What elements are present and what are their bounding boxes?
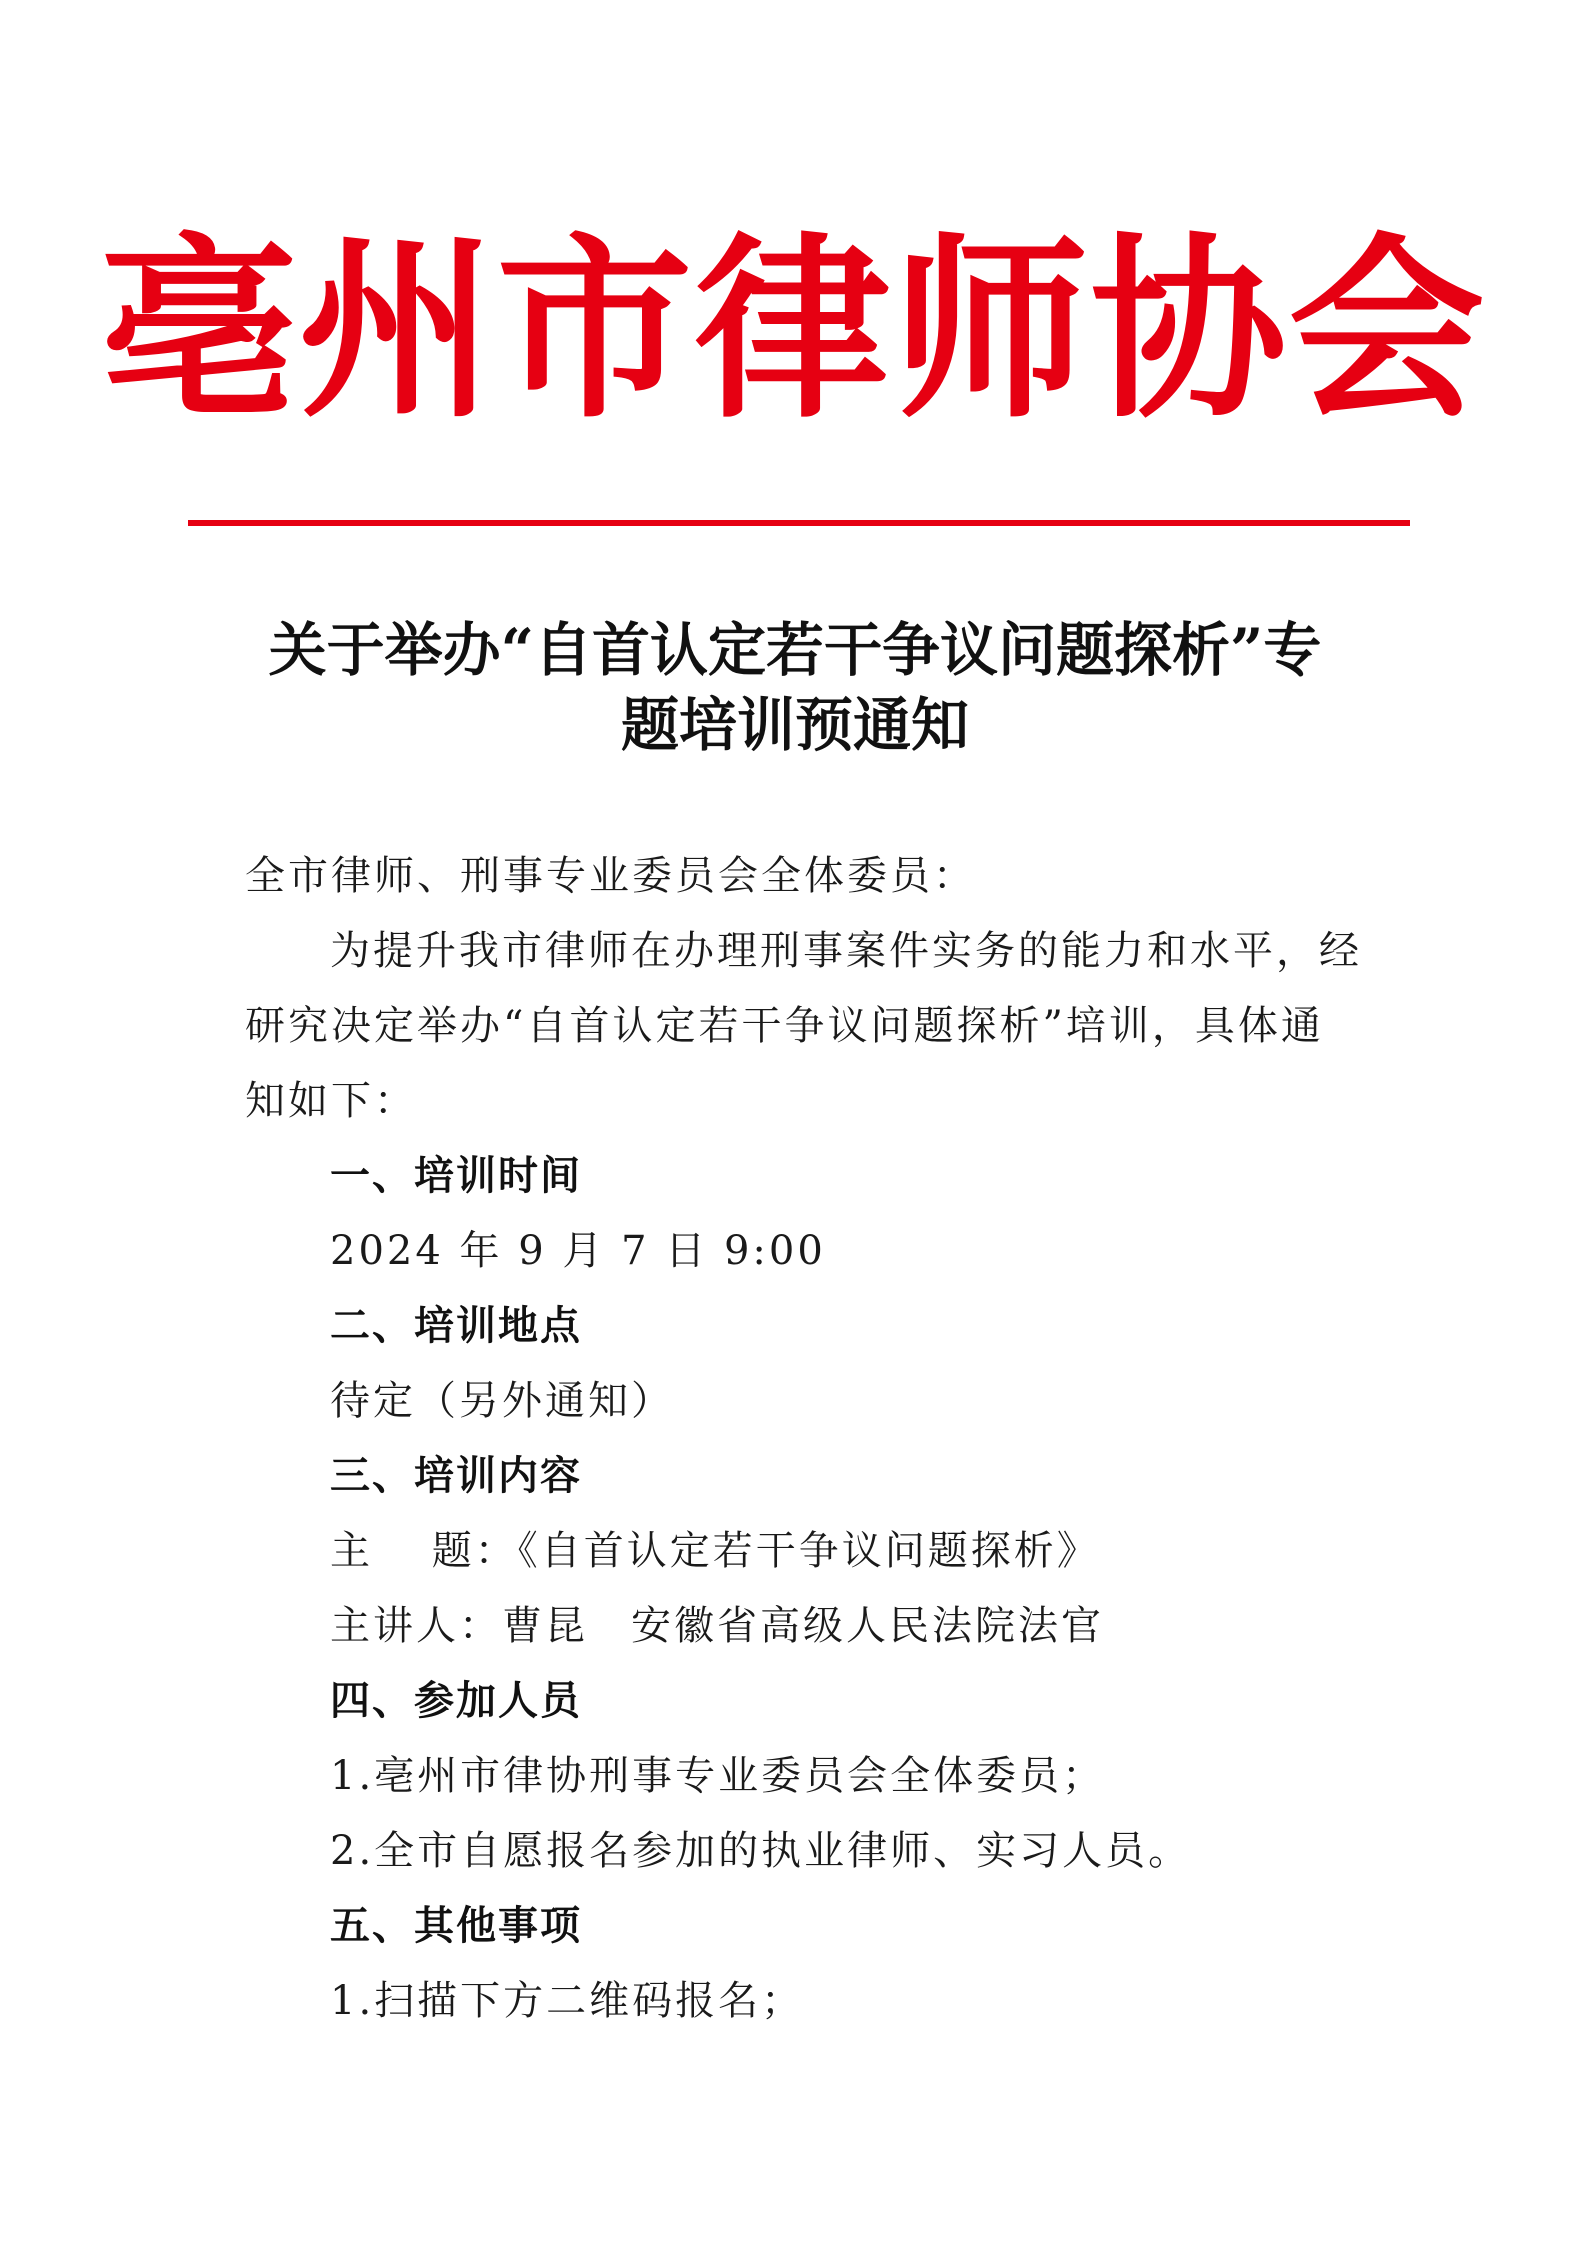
intro-paragraph-line-1: 为提升我市律师在办理刑事案件实务的能力和水平，经: [330, 928, 1362, 974]
masthead-red-rule: [188, 520, 1410, 526]
intro-paragraph-line-3: 知如下：: [245, 1078, 417, 1124]
section-heading-participants: 四、参加人员: [330, 1678, 582, 1724]
section-heading-other: 五、其他事项: [330, 1903, 582, 1949]
participants-item-1: 1.亳州市律协刑事专业委员会全体委员；: [330, 1753, 1106, 1799]
training-topic: 主 题：《自首认定若干争议问题探析》: [330, 1528, 1100, 1574]
training-place-value: 待定（另外通知）: [330, 1378, 674, 1424]
training-speaker: 主讲人：曹昆 安徽省高级人民法院法官: [330, 1603, 1104, 1649]
document-title-line-1: 关于举办“自首认定若干争议问题探析”专: [268, 616, 1322, 684]
intro-paragraph-line-2: 研究决定举办“自首认定若干争议问题探析”培训，具体通: [245, 1003, 1324, 1049]
section-heading-place: 二、培训地点: [330, 1303, 582, 1349]
section-heading-time: 一、培训时间: [330, 1153, 582, 1199]
section-heading-content: 三、培训内容: [330, 1453, 582, 1499]
masthead-org-name: 亳州市律师协会: [100, 215, 1487, 445]
document-title-line-2: 题培训预通知: [620, 691, 969, 759]
training-time-value: 2024 年 9 月 7 日 9:00: [330, 1228, 826, 1274]
salutation: 全市律师、刑事专业委员会全体委员：: [245, 853, 976, 899]
participants-item-2: 2.全市自愿报名参加的执业律师、实习人员。: [330, 1828, 1192, 1874]
other-item-1: 1.扫描下方二维码报名；: [330, 1978, 805, 2024]
